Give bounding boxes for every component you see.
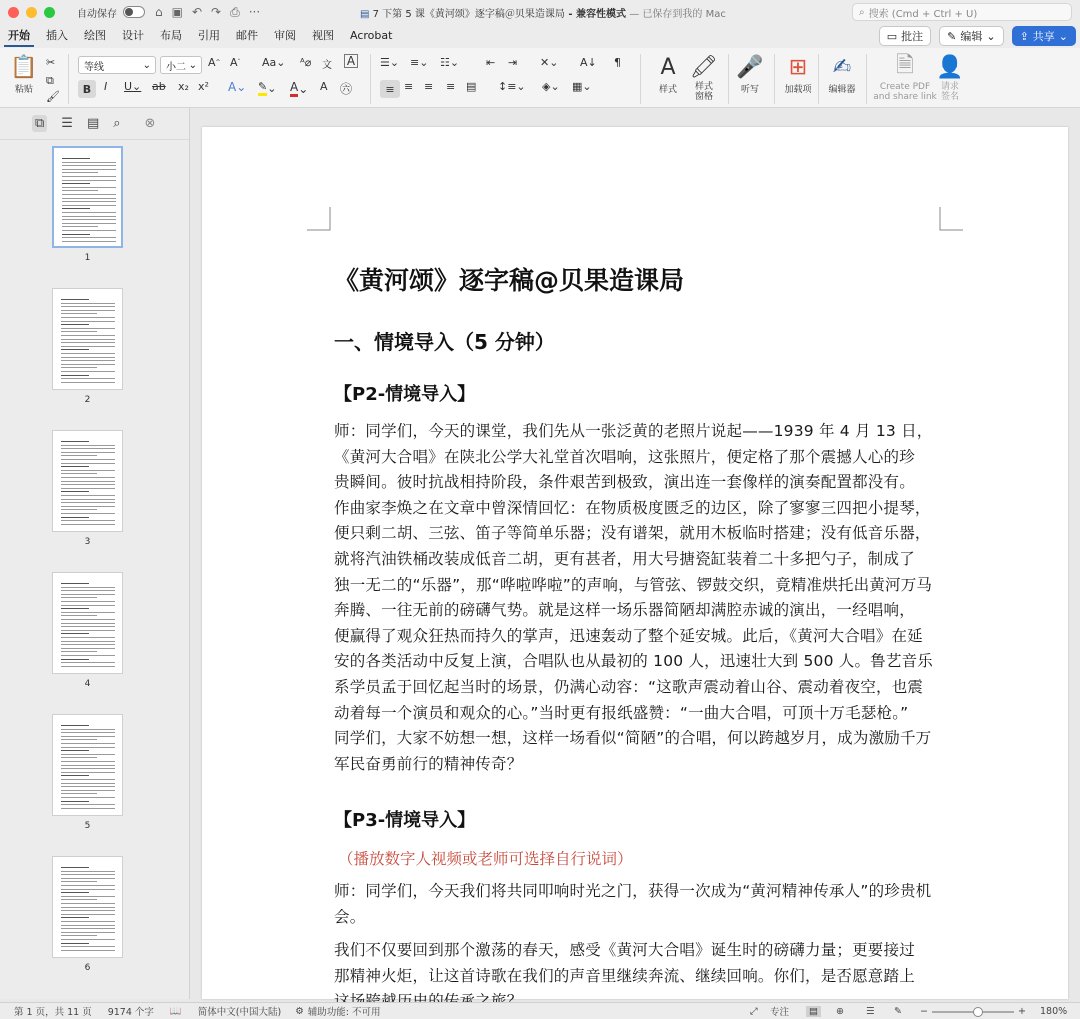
status-bar	[0, 1002, 1080, 1019]
page-thumbnail[interactable]	[52, 430, 123, 532]
sort-icon[interactable]: A↓	[580, 56, 597, 69]
font-color-icon[interactable]: A ⌄	[290, 80, 309, 96]
search-icon[interactable]: ⌕	[113, 116, 121, 131]
thumbnail-page-number: 5	[84, 821, 91, 831]
thumbnail-page-number: 6	[84, 963, 91, 973]
search-icon: ⌕	[859, 6, 865, 18]
format-painter-icon[interactable]: 🖌	[46, 90, 60, 103]
tab-review[interactable]: 审阅	[274, 29, 296, 42]
font-name-select[interactable]	[78, 56, 156, 74]
cut-icon[interactable]: ✂	[46, 56, 56, 69]
text-effects-icon[interactable]: A⌄	[228, 80, 247, 94]
thumbnail-page-number: 2	[84, 395, 91, 405]
section-heading: 一、情境导入（5 分钟）	[334, 330, 555, 354]
numbering-icon[interactable]: ≡⌄	[410, 56, 429, 69]
paragraph-line: 就将汽油铁桶改装成低音二胡，更有甚者，用大号搪瓷缸装着二十多把勺子，制成了	[334, 549, 915, 568]
page-thumbnail[interactable]	[52, 856, 123, 958]
font-size-select[interactable]	[160, 56, 202, 74]
search-input[interactable]	[852, 3, 1072, 21]
minimize-window-button[interactable]	[26, 7, 37, 18]
word-count[interactable]: 9174 个字	[107, 1007, 154, 1018]
highlight-icon[interactable]: ✎ ⌄	[258, 80, 277, 95]
tab-layout[interactable]: 布局	[160, 29, 182, 42]
chevron-down-icon: ⌄	[986, 29, 996, 43]
paste-button[interactable]	[2, 52, 46, 95]
enclose-characters-icon[interactable]: ㊅	[340, 82, 353, 96]
copy-icon[interactable]: ⧉	[46, 74, 54, 87]
change-case-icon[interactable]: Aa⌄	[262, 56, 286, 69]
bold-button[interactable]: B	[78, 80, 96, 98]
tab-view[interactable]: 视图	[312, 29, 334, 42]
zoom-window-button[interactable]	[44, 7, 55, 18]
tab-home[interactable]: 开始	[0, 24, 38, 48]
search-placeholder: 搜索 (Cmd + Ctrl + U)	[868, 8, 978, 20]
tab-insert[interactable]: 插入	[46, 29, 68, 42]
title-bar	[0, 0, 1080, 24]
tab-references[interactable]: 引用	[198, 29, 220, 42]
paragraph-p3-a	[334, 879, 949, 930]
proofing-icon[interactable]: 📖	[169, 1005, 182, 1017]
tab-design[interactable]: 设计	[122, 29, 144, 42]
underline-button[interactable]: U⌄	[124, 80, 142, 93]
doc-save-status: — 已保存到我的 Mac	[626, 9, 726, 20]
addins-label: 加载项	[784, 85, 812, 95]
language-status[interactable]: 简体中文(中国大陆)	[197, 1007, 282, 1018]
styles-label: 样式	[658, 85, 677, 95]
paste-label: 粘贴	[14, 85, 33, 95]
crop-mark-right	[939, 207, 963, 231]
navigation-toolbar	[0, 108, 189, 140]
ribbon-home	[0, 48, 1080, 108]
bullets-icon[interactable]: ☰⌄	[380, 56, 400, 69]
paragraph-line: 师：同学们，今天的课堂，我们先从一张泛黄的老照片说起——1939 年 4 月 13 日，	[334, 422, 933, 440]
close-window-button[interactable]	[8, 7, 19, 18]
font-size-value: 小二	[166, 61, 186, 73]
request-signature-button[interactable]	[928, 52, 972, 102]
paragraph-line: 军民奋勇前行的精神传奇？	[334, 754, 523, 773]
pencil-icon: ✎	[947, 29, 957, 43]
borders-icon[interactable]: ▦⌄	[572, 80, 592, 93]
styles-icon: A	[660, 54, 676, 80]
web-layout-icon[interactable]: ⊕	[836, 1005, 844, 1017]
multilevel-list-icon[interactable]: ☷⌄	[440, 56, 460, 69]
decrease-indent-icon[interactable]: ⇤	[486, 56, 496, 69]
subsection-heading-p3: 【P3-情境导入】	[334, 810, 476, 831]
subscript-button[interactable]: x₂	[178, 80, 189, 93]
phonetic-guide-icon[interactable]: 文	[322, 60, 332, 71]
comment-label: 批注	[901, 30, 924, 43]
comment-icon: ▭	[886, 29, 898, 43]
undo-icon[interactable]: ↶	[191, 5, 203, 19]
page-thumbnail[interactable]	[52, 572, 123, 674]
paragraph-p2	[334, 419, 949, 777]
thumbnail-page-number: 4	[84, 679, 91, 689]
pdf-icon: 🗎	[896, 53, 914, 78]
editor-label: 编辑器	[828, 85, 856, 95]
superscript-button[interactable]: x²	[198, 80, 209, 93]
styles-pane-label: 样式 窗格	[694, 82, 713, 102]
edit-label: 编辑	[960, 30, 983, 43]
page-thumbnail[interactable]	[52, 146, 123, 248]
paragraph-line: 安的各类活动中反复上演，合唱队也从最初的 100 人，迅速壮大到 500 人。鲁艺音乐	[334, 652, 933, 671]
document-title	[360, 5, 726, 20]
draft-view-icon[interactable]: ✎	[894, 1005, 902, 1017]
paragraph-line: 便只剩二胡、三弦、笛子等简单乐器；没有谱架，就用木板临时搭建；没有低音乐器，	[334, 524, 931, 543]
chevron-down-icon: ⌄	[1058, 29, 1068, 43]
addins-button[interactable]	[776, 52, 820, 95]
paragraph-line: 我们不仅要回到那个激荡的春天，感受《黄河大合唱》诞生时的磅礴力量；更要接过	[334, 941, 915, 959]
dictate-label: 听写	[740, 85, 759, 95]
align-right-button[interactable]: ≡	[424, 80, 434, 93]
paragraph-line: 动着每一个演员和观众的心。”当时更有报纸盛赞：“一曲大合唱，可顶十万毛瑟枪。”	[334, 703, 909, 722]
chevron-down-icon: ⌄	[188, 59, 197, 71]
headings-icon[interactable]: ▤	[86, 116, 100, 131]
navigation-pane	[0, 108, 190, 999]
crop-mark-left	[307, 207, 331, 231]
share-button[interactable]	[1012, 26, 1076, 46]
tab-acrobat[interactable]: Acrobat	[350, 29, 393, 42]
styles-pane-button[interactable]	[682, 52, 726, 102]
thumbnails-icon[interactable]: ⧉	[32, 115, 47, 132]
zoom-out-icon[interactable]: −	[920, 1005, 928, 1017]
doc-mode: - 兼容性模式	[564, 9, 627, 20]
ribbon-tabs	[0, 24, 1080, 48]
editor-icon: ✍	[832, 54, 852, 80]
request-signature-label: 请求 签名	[940, 82, 959, 102]
justify-button[interactable]: ≡	[446, 80, 456, 93]
align-center-button[interactable]: ≡	[404, 80, 414, 93]
create-pdf-label: Create PDF and share link	[873, 82, 937, 102]
print-layout-icon[interactable]: ▤	[806, 1006, 821, 1017]
page-count[interactable]: 第 1 页，共 11 页	[14, 1007, 92, 1018]
microphone-icon: 🎤	[736, 54, 764, 80]
paragraph-line: 系学员孟于回忆起当时的场景，仍满心动容：“这歌声震动着山谷、震动着夜空，也震	[334, 677, 924, 696]
autosave-toggle[interactable]	[123, 6, 145, 18]
outline-icon[interactable]: ☰	[61, 116, 73, 131]
zoom-in-icon[interactable]: +	[1018, 1005, 1026, 1017]
print-icon[interactable]: ⎙	[230, 4, 240, 19]
paragraph-line: 《黄河大合唱》在陕北公学大礼堂首次唱响，这张照片，便定格了那个震撼人心的珍	[334, 447, 915, 466]
accessibility-status[interactable]: 辅助功能: 不可用	[307, 1007, 381, 1018]
autosave-label: 自动保存	[77, 8, 117, 20]
word-doc-icon: ▤	[360, 9, 370, 20]
strikethrough-button[interactable]: ab	[152, 80, 166, 93]
grow-font-icon[interactable]: A ^	[208, 56, 221, 69]
paragraph-line: 便赢得了观众狂热而持久的掌声，迅速轰动了整个延安城。此后，《黄河大合唱》在延	[334, 626, 923, 645]
focus-label[interactable]: 专注	[770, 1007, 790, 1018]
character-border-icon[interactable]: A	[344, 54, 358, 68]
show-marks-icon[interactable]: ¶	[614, 56, 621, 69]
distributed-button[interactable]: ▤	[466, 80, 477, 93]
document-title-heading: 《黄河颂》逐字稿@贝果造课局	[334, 266, 685, 295]
clipboard-icon: 📋	[10, 54, 38, 80]
paragraph-line: 贵瞬间。彼时抗战相持阶段，条件艰苦到极致，演出连一套像样的演奏配置都没有。	[334, 473, 915, 492]
shading-icon[interactable]: ◈⌄	[542, 80, 560, 93]
redo-icon[interactable]: ↷	[211, 5, 222, 19]
paragraph-line: 独一无二的“乐器”，那“哗啦哗啦”的声响，与管弦、锣鼓交织，竟精准烘托出黄河万马	[334, 575, 933, 594]
comment-button[interactable]	[879, 26, 931, 46]
zoom-slider-handle[interactable]	[973, 1007, 983, 1017]
accessibility-icon: ⚙	[295, 1005, 304, 1017]
video-note: （播放数字人视频或老师可选择自行说词）	[338, 850, 633, 868]
line-spacing-icon[interactable]: ↕≡⌄	[498, 80, 526, 93]
paragraph-line: 同学们，大家不妨想一想，这样一场看似“简陋”的合唱，何以跨越岁月，成为激励千万	[334, 729, 932, 748]
dictate-button[interactable]	[728, 52, 772, 95]
chevron-down-icon: ⌄	[142, 59, 151, 71]
font-name-value: 等线	[84, 61, 104, 73]
addins-icon: ⊞	[788, 54, 808, 80]
share-icon: ⇪	[1019, 29, 1029, 43]
asian-layout-icon[interactable]: ✕⌄	[540, 56, 559, 69]
tab-draw[interactable]: 绘图	[84, 29, 106, 42]
editor-button[interactable]	[820, 52, 864, 95]
increase-indent-icon[interactable]: ⇥	[508, 56, 518, 69]
clear-formatting-icon[interactable]: ᴬ⌀	[300, 56, 312, 69]
paragraph-line: 师：同学们，今天我们将共同叩响时光之门，获得一次成为“黄河精神传承人”的珍贵机	[334, 882, 932, 900]
edit-mode-button[interactable]	[939, 26, 1003, 46]
focus-icon[interactable]: ⤢	[750, 1005, 758, 1017]
document-page[interactable]	[202, 127, 1068, 999]
outline-view-icon[interactable]: ☰	[866, 1005, 875, 1017]
thumbnail-page-number: 3	[84, 537, 91, 547]
shrink-font-icon[interactable]: A ˇ	[230, 56, 241, 69]
more-icon[interactable]: ···	[248, 5, 261, 19]
paragraph-line: 那精神火炬，让这首诗歌在我们的声音里继续奔流、继续回响。你们，是否愿意踏上	[334, 966, 915, 985]
paragraph-line: 作曲家李焕之在文章中曾深情回忆：在物质极度匮乏的边区，除了寥寥三四把小提琴，	[334, 498, 931, 517]
share-label: 共享	[1032, 30, 1055, 43]
save-icon[interactable]: ▣	[171, 5, 183, 19]
paragraph-line: 会。	[334, 907, 366, 926]
doc-name: 7 下第 5 课《黄河颂》逐字稿＠贝果造课局	[372, 9, 565, 20]
page-thumbnail[interactable]	[52, 288, 123, 390]
close-pane-icon[interactable]: ⊗	[144, 116, 156, 131]
character-shading-icon[interactable]: A	[320, 80, 328, 93]
window-controls	[8, 7, 55, 18]
align-left-button[interactable]: ≡	[380, 80, 400, 98]
home-icon[interactable]: ⌂	[155, 5, 163, 19]
tab-mailings[interactable]: 邮件	[236, 29, 258, 42]
subsection-heading-p2: 【P2-情境导入】	[334, 384, 476, 405]
italic-button[interactable]: I	[104, 80, 108, 93]
page-thumbnail[interactable]	[52, 714, 123, 816]
zoom-level[interactable]: 180%	[1040, 1005, 1068, 1017]
thumbnail-page-number: 1	[84, 253, 91, 263]
styles-pane-icon: 🖍	[690, 54, 718, 80]
paragraph-line: 奔腾、一往无前的磅礴气势。就是这样一场乐器简陋却满腔赤诚的演出，一经唱响，	[334, 601, 915, 620]
signature-icon: 👤	[936, 54, 964, 80]
